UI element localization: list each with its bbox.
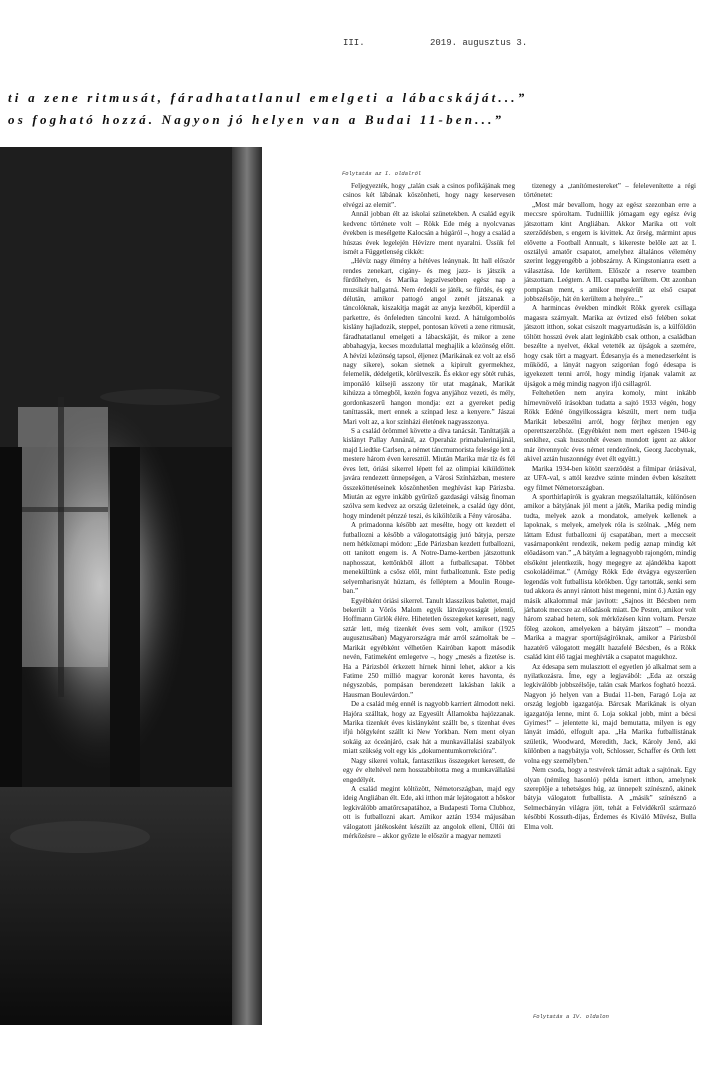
paragraph: Feljegyezték, hogy „talán csak a csinos pofikájának meg csinos két lábának köszönheti, hogy nagy keservesen elvégzi az elemit”. [343, 182, 515, 209]
paragraph: A család megint költözött, Németországban, majd egy ideig Angliában élt. Ede, aki itthon már lejátogatott a hőskor legkiválóbb amatőrcsapatához, a Budapesti Torna Clubhoz, ott is futballozni akart. Amikor aztán 1934 májusában válogatott játékosként készült az angolok elleni, Üllői úti mérkőzésre – akkor győzte le először a magyar nemzeti [343, 785, 515, 841]
article-column-2 [524, 182, 696, 832]
paragraph: Nem csoda, hogy a testvérek támát adtak a sajtónak. Egy olyan (némileg hasonló) példa ismert itthon, amelynek szereplője a tehetséges húg, az ünnepelt színésznő, akinek bátyja válogatott futballista. A „másik” színésznő a Selmecbányán világra jött, tehát a Felvidékről származó későbbi Kossuth-díjas, Érdemes és Kiváló Művész, Bulla Elma volt. [524, 766, 696, 831]
paragraph: Az édesapa sem mulasztott el egyetlen jó alkalmat sem a nyilatkozásra. Íme, egy a legjavából: „Eda az ország legkiválóbb jobbszélsője, talán csak Markos fogható hozzá. Nagyon jó helyen van a Budai 11-ben, Faragó Loja az ország legjobb igazgatója. Bárcsak Marikának is olyan igazgatója lenne, mint ő. Loja sokkal jobb, mint a bécsi Gyimes!” – jelentette ki, majd bemutatta, milyen is egy lányát imádó, elfogult apa. „Ha Marika futballistának születik, Woodward, Meredith, Jack, Károly Jenő, aki különben a nagybátyja volt, Schlosser, Schaffer és Orth lett volna egy személyben.” [524, 662, 696, 765]
paragraph: tizenegy a „tanítómestereket” – felelevenítette a régi történetet: [524, 182, 696, 200]
paragraph: „Hévíz nagy élmény a hétéves leánynak. Itt hall először rendes zenekart, cigány- és meg jazz- is játszik a fürdőhelyen, és Marika legszívesebben egész nap a muzsikát hallgatná. Nem érdekli se játék, se fürdés, és egy délután, amikor pattogó angol zenét játszanak a táncolóknak, kiszakítja magát az anyja kezéből, kiperdül a parkettre, és önfeledten táncolni kezd. A hátulgombolós kislány hajladozik, steppel, pontosan követi a zene ritmusát, fáradhatatlanul emelgeti a lábacskáját, és mikor a zene abbahagyja, kecses mozdulattal meghajlik a közönség előtt. A hévízi közönség tapsol, éljenez (Marikának ez volt az első nagy sikere), sokan sietnek a kipirult gyermekhez, felemelik, dédelgetik, körülveszik. És ekkor egy sötét ruhás, imponáló külsejű asszony tör utat magának, Marikát kihúzza a tömegből, kezén fogva anyjához vezeti, és mély, gordonkaszerű hangon mondja: ezt a gyereket pedig taníttassák, mert ennek a színpad lesz a kenyere.” Jászai Mari volt az, a kor színházi életének nagyasszonya. [343, 257, 515, 426]
continued-on-note: Folytatás a IV. oldalon [533, 1013, 609, 1020]
paragraph: A sporthírlapírók is gyakran megszólaltatták, különösen amikor a bátyjának jól ment a játék, Marika pedig mindig tudta, melyek azok a mondatok, amelyek kellenek a lapoknak, s melyek, amelyek róla is szólnak. „Még nem láttam Edust futballozni új csapatában, mert a meccseit vasárnaponként rendezik, nekem pedig aznap mindig két előadásom van.” „A bátyám a legnagyobb rajongóm, mindig elsőként jelentkezik, hogy megegye az ajándékba kapott csokoládéimat.” (Amúgy Rökk Ede étvágya egyszerűen legendás volt futballista körökben. Úgy tartották, senki sem tud akkora és annyi rántott húst megenni, mint ő.) Aztán egy másik alkalommal már javított: „Sajnos itt Bécsben nem járhatok meccsre az előadások miatt. De Pesten, amikor volt három szabad hetem, sok mérkőzésen kinn voltam. Persze főleg azokon, amelyeken a bátyám játszott” – mondta Marika a magyar sportújságíróknak, amikor a Párizsból hazatérő válogatott megállt hazafelé Bécsben, és a Rökk család kint élő tagjai meghívták a csapatot magukhoz. [524, 492, 696, 662]
paragraph: Feltehetően nem anyira komoly, mint inkább hírnevnövelő írásokban tudatta a sajtó 1933 végén, hogy Rökk Edéné öngyilkosságra készült, mert nem tudja Marikát lebeszélni arról, hogy férjhez menjen egy operettszerzőhöz. (Egyébként nem mert egészen 1940-ig senkihez, csak huszonhét évesen mondott igent az akkor már ötvennyolc éves német rendezőnek, Georg Jacobynak, akivel aztán huszonnégy évet élt együtt.) [524, 389, 696, 464]
continuation-caption: Folytatás az I. oldalról [342, 170, 422, 177]
paragraph: De a család még ennél is nagyobb karriert álmodott neki. Hajóra szálltak, hogy az Egyesült Államokba hajózzanak. Marika tizenkét éves kislányként szállt be, s tizenhat éves ifjú hölgyként szállt ki New Yorkban. Nem ment olyan sokáig az óceánjáró, csak hát a munkavállalási szabályok miatt szükség volt egy kis „dokumentumkorrekcióra”. [343, 700, 515, 756]
page-header [0, 38, 720, 52]
paragraph: Nagy sikerei voltak, fantasztikus összegeket keresett, de egy év elteltével nem hosszabbította meg a munkavállalási engedélyét. [343, 756, 515, 784]
paragraph: A primadonna később azt mesélte, hogy ott kezdett el futballozni a később a válogatottságig jutó bátyja, persze nem hétköznapi módon: „Ede Párizsban kezdett futballozni, ott tanított engem is. A Notre-Dame-kertben játszottunk naphosszat, kettőnkből állott a futballcsapat. Többet meneküItünk a csősz elől, mint futballoztunk. Este pedig selyemharisnyát húztam, és felléptem a Moulin Rouge-ban.” [343, 521, 515, 596]
paragraph: Annál jobban élt az iskolai szünetekben. A család egyik kedvenc története volt – Rökk Ede még a nyolcvanas években is mesélgette Kalocsán a húgáról –, hogy a család a húszas évek legelején Hévízre ment nyaralni. Üssük fel ismét a Függetlenség cikkét: [343, 210, 515, 256]
paragraph: „Most már bevallom, hogy az egész szezonban erre a meccsre spóroltam. Tudniillik jómagam egy egész évig játszottam kint Angliában. Akkor Marika ott volt szerződésben, s engem is kivittek. Az őrség, mármint apus elővette a Football Annualt, s kikereste belőle azt az I. osztályú amatőr csapatot, amelyhez általános vélemény szerint leggyengébb a jobbszárny. A Kingstonianra esett a választása. Ide kerültem. Először a reserve teamben játszottam. Leégtem. A III. csapatba kerültem. Ott azonban pompásan ment, s amikor megsérült az első csapat jobbszélsője, hát én kerültem a helyére...” [524, 200, 696, 304]
paragraph: S a család örömmel követte a díva tanácsát. Taníttatják a kislányt Pallay Annánál, az Operaház primabalerinájánál, majd Liedtke Carlsen, a német táncmumorista felesége lett a mestere három éven keresztül. Miután Marika már tíz és fél éves lett, óriási sikerrel lépett fel az olimpiai kiküldöttek javára rendezett ünnepségen, a Városi Színházban, mestere összeköttetéseinek köszönhetően meghívást kap Párizsba. Miután az egyre inkább gyűrűző gazdasági válság finoman szólva sem kedvez az ország üzleteinek, a család úgy dönt, hogy mindenét pénzzé teszi, és kiköltözik a Fény városába. [343, 426, 515, 520]
pull-quote-line-1: ti a zene ritmusát, fáradhatatlanul emelgeti a lábacskáját...” [8, 90, 528, 105]
paragraph: Egyébként óriási sikerrel. Tanult klasszikus balettet, majd bekerült a Vörös Malom egyik látványosságát jelentő, Hoffmann Girlök élére. Hihetetlen összegeket keresett, nagy sztár lett, még tizenkét éves sem volt, amikor (1925 augusztusában) Magyarországra már arról számoltak be – Marikát egyébként vélhetően Kairóban kapott második nevén, Fatimeként emlegetve –, hogy „mesés a fizetése is. Ha a Párizsból érkezett hírnek hinni lehet, akkor a kis Fatime 250 millió magyar koronát keres havonta, és négyszobás, pompásan berendezett lakásban lakik a Hausman Boulevárdon.” [343, 596, 515, 699]
page-number: III. [343, 38, 365, 48]
paragraph: A harmincas években mindkét Rökk gyerek csillaga magasra szárnyalt. Marika az évtized első felében sokat játszott itthon, sokat csiszolt magyartudásán is, a külföldön töltött hosszú évek alatt leginkább csak otthon, a családban beszélte a nyelvet, ékkal vetették az újságok a szemére, hogy csak tört a magyart. Édesanyja és a menedzserként is működő, a lányát nagyon szigorúan fogó édesapa is igyekezett tenni arról, hogy mindig írjanak valamit az újságok a még mindig nagyon ifjú csillagról. [524, 304, 696, 388]
article-column-1 [343, 182, 515, 842]
pull-quote-line-2: os fogható hozzá. Nagyon jó helyen van a Budai 11-ben...” [8, 112, 505, 127]
article-photo [0, 147, 262, 1025]
photo-interior-scene [0, 147, 262, 1025]
paragraph: Marika 1934-ben kötött szerződést a filmipar óriásával, az UFA-val, s attól kezdve szinte minden évben készített egy filmet Németországban. [524, 464, 696, 492]
issue-date: 2019. augusztus 3. [430, 38, 528, 48]
